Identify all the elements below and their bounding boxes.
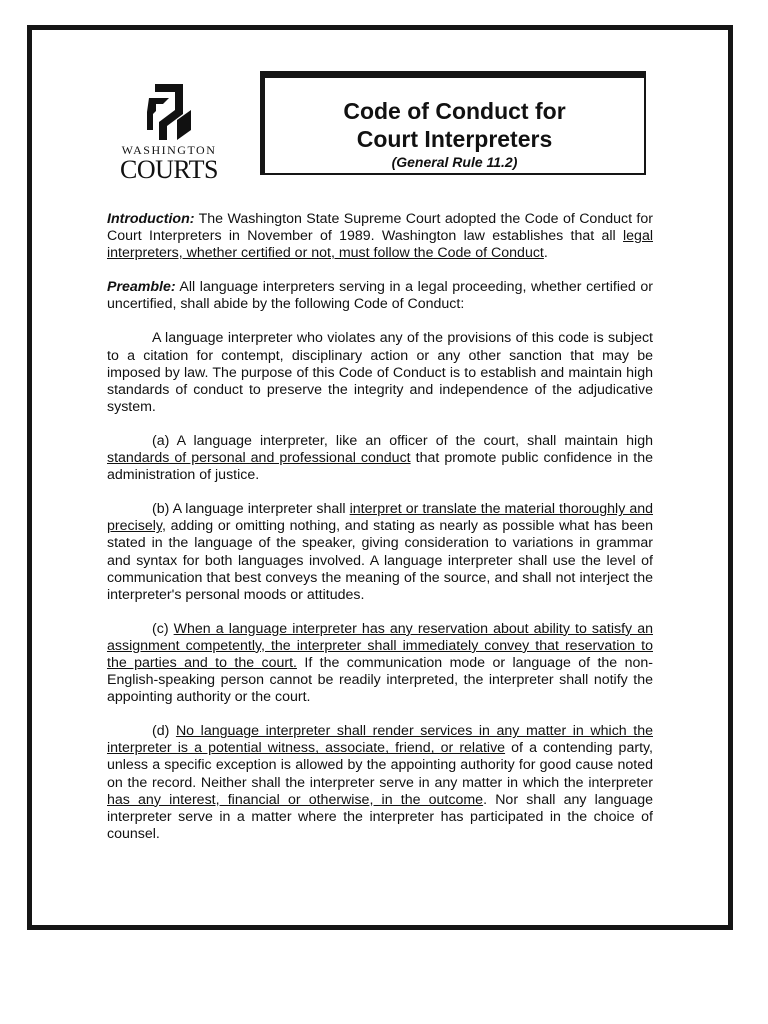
rule-c-text: (c) xyxy=(152,620,174,637)
title-box xyxy=(260,71,646,175)
rule-c-paragraph xyxy=(107,621,653,706)
rule-c-underlined: When a language interpreter has any reservation about ability to satisfy an assignment competently, the interpreter shall immediately convey that reservation to the parties and to the court. xyxy=(107,620,653,671)
preamble-paragraph xyxy=(107,279,653,313)
rule-a-text: (a) A language interpreter, like an officer of the court, shall maintain high xyxy=(152,432,653,449)
rule-d-underlined-interest: has any interest, financial or otherwise, in the outcome xyxy=(107,791,484,808)
rule-d-middle: of a contending party, unless a specific exception is allowed by the appointing authority for good cause noted on the record. Neither shall the interpreter serve in any matter in which the interpreter xyxy=(107,740,653,791)
document-body xyxy=(107,211,653,860)
rule-d-end: . Nor shall any language interpreter serve in a matter where the interpreter has participated in the choice of counsel. xyxy=(107,791,653,842)
introduction-end: . xyxy=(543,245,548,262)
rule-a-underlined: standards of personal and professional conduct xyxy=(107,450,411,467)
rule-a-paragraph xyxy=(107,433,653,484)
violation-paragraph xyxy=(107,330,653,415)
introduction-underlined: legal interpreters, whether certified or not, must follow the Code of Conduct xyxy=(107,228,653,262)
introduction-lead: Introduction: xyxy=(107,211,195,227)
rule-b-paragraph xyxy=(107,501,653,604)
rule-b-end: , adding or omitting nothing, and stating as nearly as possible what has been stated in the language of the speaker, giving consideration to variations in grammar and syntax for both languages involved. A language interpreter shall use the level of communication that best conveys the meaning of the source, and shall not interject the interpreter's personal moods or attitudes. xyxy=(107,518,653,603)
rule-b-text: (b) A language interpreter shall xyxy=(152,501,350,518)
title-line1: Code of Conduct for xyxy=(343,98,566,124)
introduction-paragraph xyxy=(107,211,653,262)
rule-c-end: If the communication mode or language of the non-English-speaking person cannot be readily interpreted, the interpreter shall notify the appointing authority or the court. xyxy=(107,654,653,706)
logo-line2: COURTS xyxy=(119,155,219,184)
rule-b-underlined: interpret or translate the material thoroughly and precisely xyxy=(107,501,653,535)
violation-text: A language interpreter who violates any of the provisions of this code is subject to a citation for contempt, disciplinary action or any other sanction that may be imposed by law. The purpose of this Code of Conduct is to establish and maintain high standards of conduct to preserve the integrity and independence of the adjudicative system. xyxy=(107,330,653,415)
rule-d-text: (d) xyxy=(152,723,176,740)
washington-courts-logo xyxy=(110,84,228,182)
rule-a-end: that promote public confidence in the administration of justice. xyxy=(107,450,653,484)
preamble-lead: Preamble: xyxy=(107,279,176,296)
title-line2: Court Interpreters xyxy=(356,126,553,152)
title-subtitle: (General Rule 11.2) xyxy=(391,154,518,170)
rule-d-paragraph xyxy=(107,723,653,843)
courts-emblem-icon xyxy=(147,84,191,140)
logo-line1: WASHINGTON xyxy=(121,143,217,157)
rule-d-underlined: No language interpreter shall render services in any matter in which the interpreter is a potential witness, associate, friend, or relative xyxy=(107,723,653,757)
preamble-text: All language interpreters serving in a legal proceeding, whether certified or uncertified, shall abide by the following Code of Conduct: xyxy=(107,279,653,313)
introduction-text: The Washington State Supreme Court adopted the Code of Conduct for Court Interpreters in November of 1989. Washington law establishes that all xyxy=(107,211,653,245)
